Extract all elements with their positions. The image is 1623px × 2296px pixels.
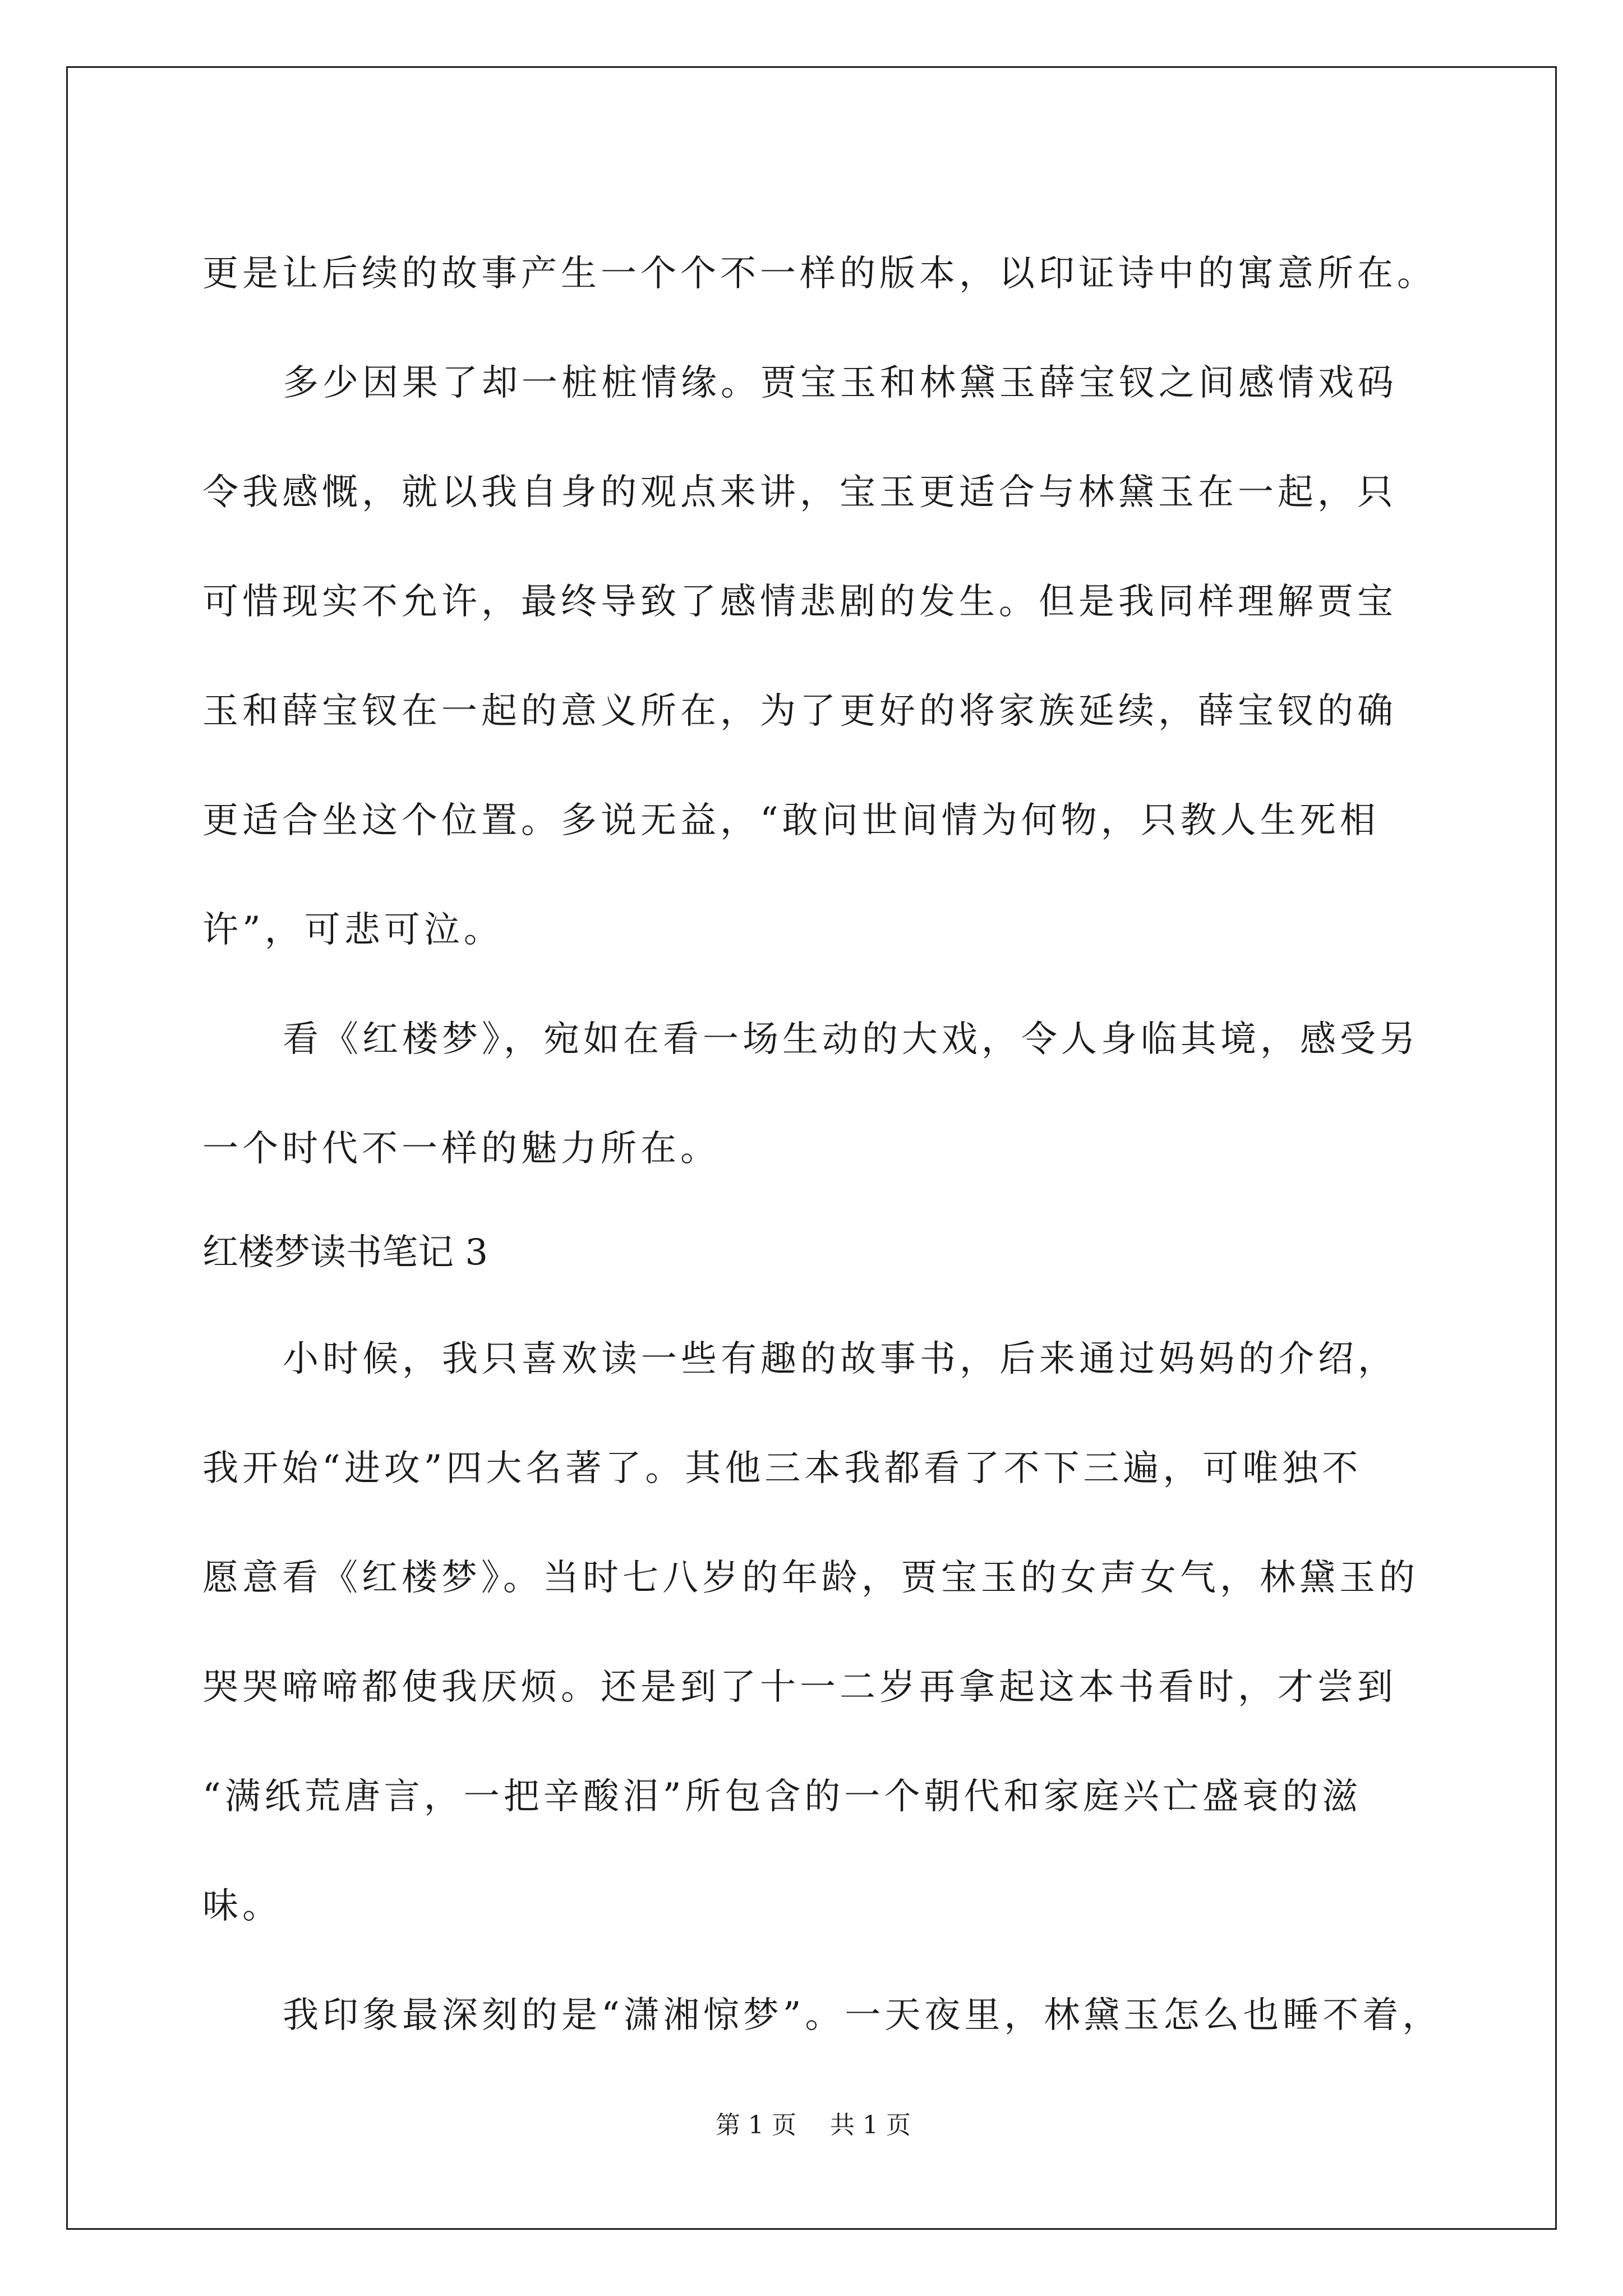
- text-line: 愿意看《红楼梦》。当时七八岁的年龄，贾宝玉的女声女气，林黛玉的: [202, 1557, 1419, 1599]
- text-line: 一个时代不一样的魅力所在。: [202, 1128, 720, 1170]
- text-line: 可惜现实不允许，最终导致了感情悲剧的发生。但是我同样理解贾宝: [202, 581, 1397, 623]
- text-line: 小时候，我只喜欢读一些有趣的故事书，后来通过妈妈的介绍，: [283, 1338, 1398, 1380]
- page-total: 共 1 页: [830, 2111, 911, 2139]
- text-line: 玉和薛宝钗在一起的意义所在，为了更好的将家族延续，薛宝钗的确: [202, 691, 1397, 732]
- text-line: 我开始“进攻”四大名著了。其他三本我都看了不下三遍，可唯独不: [202, 1448, 1362, 1489]
- page-footer: [68, 2110, 1559, 2141]
- text-line: “满纸荒唐言，一把辛酸泪”所包含的一个朝代和家庭兴亡盛衰的滋: [202, 1776, 1362, 1818]
- text-line: 看《红楼梦》，宛如在看一场生动的大戏，令人身临其境，感受另: [283, 1019, 1419, 1060]
- section-heading: 红楼梦读书笔记 3: [202, 1232, 488, 1273]
- text-line: 哭哭啼啼都使我厌烦。还是到了十一二岁再拿起这本书看时，才尝到: [202, 1667, 1397, 1708]
- text-line: 更是让后续的故事产生一个个不一样的版本，以印证诗中的寓意所在。: [202, 253, 1437, 295]
- text-line: 更适合坐这个位置。多说无益，“敢问世间情为何物，只教人生死相: [202, 800, 1380, 841]
- text-line: 许”，可悲可泣。: [202, 909, 504, 951]
- page-number: 第 1 页: [716, 2111, 796, 2139]
- page-frame: [66, 66, 1557, 2230]
- text-line: 令我感慨，就以我自身的观点来讲，宝玉更适合与林黛玉在一起，只: [202, 472, 1397, 513]
- text-line: 味。: [202, 1885, 282, 1927]
- text-line: 我印象最深刻的是“潇湘惊梦”。一天夜里，林黛玉怎么也睡不着，: [283, 1995, 1442, 2036]
- text-line: 多少因果了却一桩桩情缘。贾宝玉和林黛玉薛宝钗之间感情戏码: [283, 362, 1398, 404]
